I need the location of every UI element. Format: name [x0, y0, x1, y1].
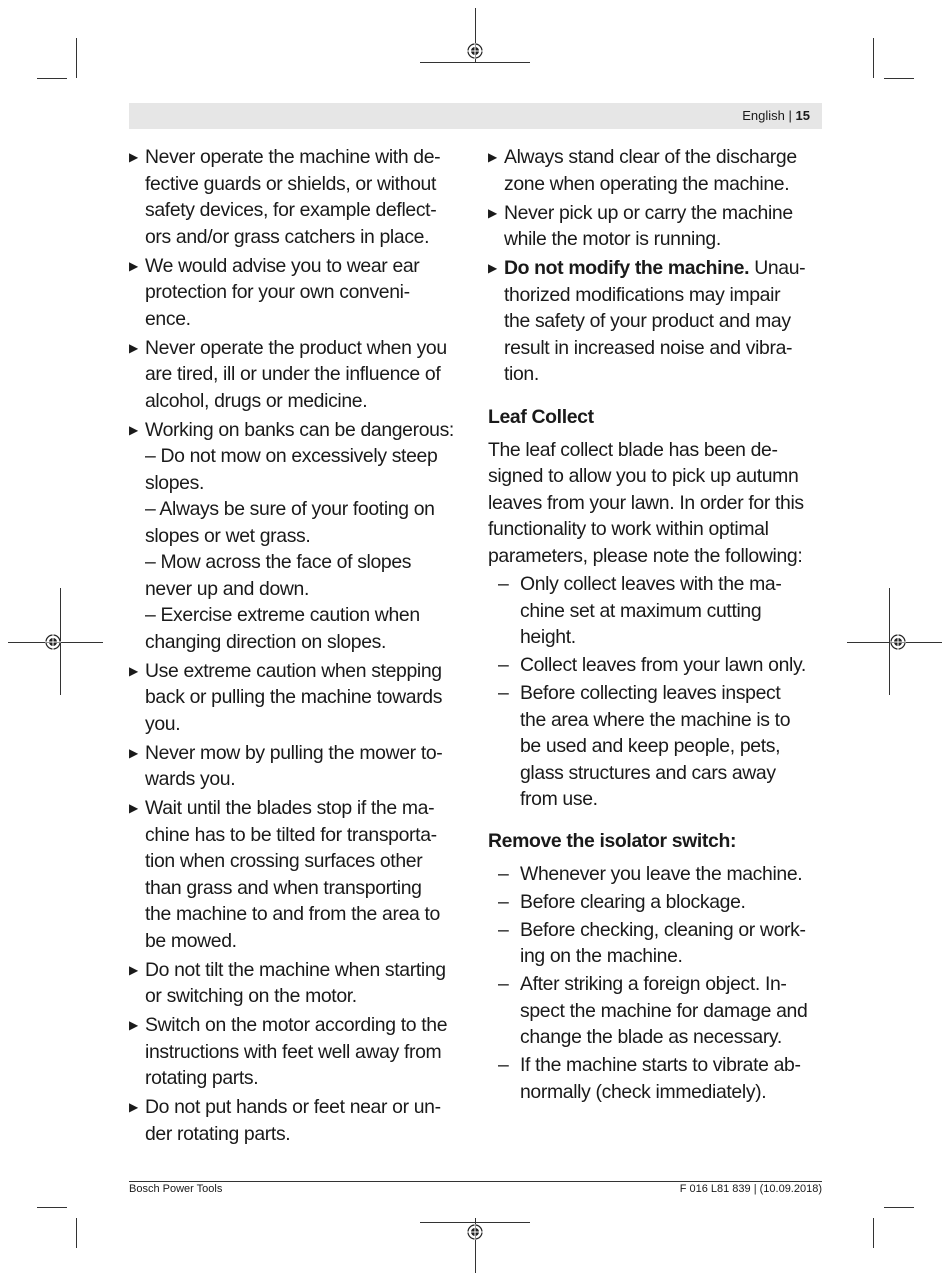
bullet-arrow-icon: ▶ — [129, 422, 138, 437]
section-heading-leaf-collect: Leaf Collect — [488, 406, 594, 428]
list-item — [488, 680, 824, 813]
list-item-text: Do not tilt the machine when starting or switching on the motor. — [145, 958, 446, 1007]
warning-bold-text: Do not modify the machine. — [504, 257, 750, 279]
bullet-arrow-icon: ▶ — [129, 340, 138, 355]
list-item — [129, 1094, 464, 1147]
list-item-text: Do not put hands or feet near or un- der rotating parts. — [145, 1096, 441, 1145]
registration-mark-icon — [467, 1224, 483, 1240]
dash-marker: – — [498, 654, 509, 676]
bullet-arrow-icon: ▶ — [129, 801, 138, 815]
footer-rule — [129, 1181, 822, 1182]
registration-mark-icon — [890, 634, 906, 650]
bullet-arrow-icon: ▶ — [129, 1100, 138, 1114]
list-item-text: Never operate the product when you are tired, ill or under the influence of alcohol, drugs or medicine. — [145, 336, 447, 412]
list-item-text: Collect leaves from your lawn only. — [520, 654, 806, 676]
header-separator: | — [788, 108, 792, 123]
list-item — [488, 1052, 824, 1105]
list-item-text: Unau- thorized modifications may impair the safety of your product and may result in increased noise and vibra- tion. — [504, 257, 806, 385]
bullet-arrow-icon: ▶ — [488, 150, 497, 164]
list-item-text: Before clearing a blockage. — [520, 890, 746, 913]
section-heading-isolator: Remove the isolator switch: — [488, 830, 737, 852]
list-item-text: Always stand clear of the discharge zone when operating the machine. — [504, 146, 797, 195]
list-item — [488, 144, 824, 197]
list-item-text: Never operate the machine with de- fective guards or shields, or without safety devices, for example deflect- ors and/or grass catchers in place. — [145, 146, 441, 248]
list-item — [129, 740, 464, 793]
dash-marker: – — [498, 573, 509, 595]
bullet-arrow-icon: ▶ — [129, 962, 138, 977]
list-item — [488, 917, 824, 970]
left-column — [129, 144, 464, 1150]
bullet-arrow-icon: ▶ — [488, 205, 497, 220]
dash-marker: – — [498, 918, 509, 941]
list-item — [129, 1012, 464, 1092]
list-item — [488, 889, 824, 916]
bullet-arrow-icon: ▶ — [129, 1018, 138, 1032]
list-item — [488, 652, 824, 679]
page-number: 15 — [795, 108, 810, 123]
list-item — [488, 200, 824, 253]
list-item — [129, 253, 464, 333]
bullet-arrow-icon: ▶ — [488, 261, 497, 275]
bullet-arrow-icon: ▶ — [129, 663, 138, 678]
registration-mark-icon — [45, 634, 61, 650]
dash-marker: – — [498, 862, 509, 885]
list-item-text: Switch on the motor according to the instructions with feet well away from rotating parts. — [145, 1014, 448, 1089]
bullet-arrow-icon: ▶ — [129, 150, 138, 164]
header-language: English — [742, 108, 785, 123]
dash-marker: – — [498, 890, 509, 913]
list-item — [129, 417, 464, 656]
list-item-text: Use extreme caution when stepping back or pulling the machine towards you. — [145, 659, 443, 735]
bullet-arrow-icon: ▶ — [129, 258, 138, 273]
list-item-text: Never mow by pulling the mower to- wards you. — [145, 741, 443, 790]
registration-mark-icon — [467, 43, 483, 59]
list-item-text: Only collect leaves with the ma- chine set at maximum cutting height. — [520, 573, 782, 648]
list-item-text: If the machine starts to vibrate ab- normally (check immediately). — [520, 1054, 801, 1103]
dash-marker: – — [498, 1054, 509, 1076]
header-text — [742, 108, 810, 123]
list-item — [129, 795, 464, 954]
list-item — [129, 335, 464, 415]
list-item — [129, 957, 464, 1010]
dash-marker: – — [498, 973, 509, 995]
list-item-text: Before checking, cleaning or work- ing on the machine. — [520, 918, 806, 967]
list-item — [488, 861, 824, 888]
list-item — [488, 971, 824, 1051]
list-item — [129, 144, 464, 250]
list-item — [488, 255, 824, 388]
list-item-text: Never pick up or carry the machine while the motor is running. — [504, 201, 793, 250]
list-item-text: Working on banks can be dangerous: – Do not mow on excessively steep slopes. – Always be sure of your footing on slopes or wet grass. – Mow across the face of slopes never up and down. – Exercise extreme caution when changing direction on slopes. — [145, 418, 454, 653]
dash-marker: – — [498, 682, 509, 704]
list-item-text: Whenever you leave the machine. — [520, 862, 803, 885]
leaf-collect-intro: The leaf collect blade has been de- signed to allow you to pick up autumn leaves from your lawn. In order for this functionality to work within optimal parameters, please note the following: — [488, 438, 804, 567]
footer-doc-id: F 016 L81 839 | (10.09.2018) — [679, 1183, 822, 1195]
list-item-text: We would advise you to wear ear protection for your own conveni- ence. — [145, 254, 420, 330]
bullet-arrow-icon: ▶ — [129, 745, 138, 760]
list-item-text: Wait until the blades stop if the ma- chine has to be tilted for transporta- tion when crossing surfaces other than grass and when transporting the machine to and from the area to be mowed. — [145, 797, 440, 952]
list-item — [488, 571, 824, 651]
footer-publisher: Bosch Power Tools — [129, 1183, 223, 1195]
list-item-text: Before collecting leaves inspect the area where the machine is to be used and keep people, pets, glass structures and cars away from use. — [520, 682, 791, 810]
list-item — [129, 658, 464, 738]
page-header — [129, 103, 822, 129]
right-column — [488, 144, 824, 1107]
list-item-text: After striking a foreign object. In- spect the machine for damage and change the blade as necessary. — [520, 973, 808, 1048]
